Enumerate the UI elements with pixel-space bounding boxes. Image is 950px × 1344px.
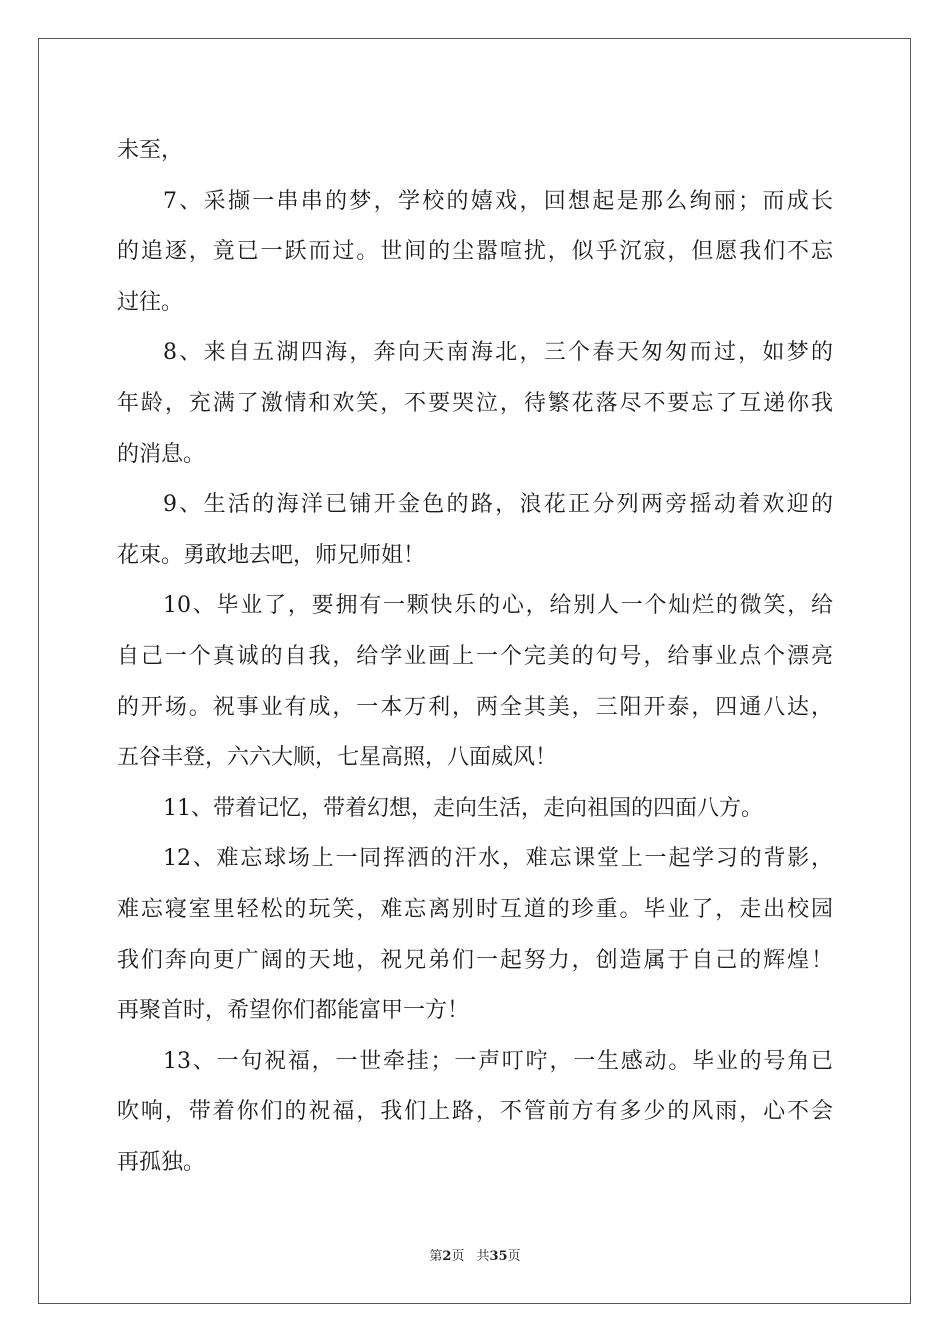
text-line: 吹响，带着你们的祝福，我们上路，不管前方有多少的风雨，心不会 [117, 1099, 833, 1125]
text-line: 10、毕业了，要拥有一颗快乐的心，给别人一个灿烂的微笑，给 [163, 593, 833, 619]
text-line: 的追逐，竟已一跃而过。世间的尘嚣喧扰，似乎沉寂，但愿我们不忘 [117, 239, 833, 265]
text-line: 12、难忘球场上一同挥洒的汗水，难忘课堂上一起学习的背影， [163, 846, 833, 872]
text-line: 9、生活的海洋已铺开金色的路，浪花正分列两旁摇动着欢迎的 [163, 492, 833, 518]
text-line: 自己一个真诚的自我，给学业画上一个完美的句号，给事业点个漂亮 [117, 643, 833, 669]
text-line: 8、来自五湖四海，奔向天南海北，三个春天匆匆而过，如梦的 [163, 340, 833, 366]
page-footer [0, 1245, 950, 1264]
text-line: 难忘寝室里轻松的玩笑，难忘离别时互道的珍重。毕业了，走出校园 [117, 896, 833, 922]
total-pages: 35 [489, 1249, 508, 1264]
total-suffix: 页 [507, 1249, 521, 1264]
text-line: 花束。勇敢地去吧，师兄师姐！ [117, 542, 426, 568]
text-line: 年龄，充满了激情和欢笑，不要哭泣，待繁花落尽不要忘了互递你我 [117, 390, 833, 416]
page-number: 2 [442, 1249, 452, 1264]
total-prefix: 共 [476, 1249, 490, 1264]
text-line: 再孤独。 [117, 1149, 206, 1175]
text-line: 的消息。 [117, 441, 206, 467]
page-prefix: 第 [429, 1249, 443, 1264]
text-line: 的开场。祝事业有成，一本万利，两全其美，三阳开泰，四通八达， [117, 694, 833, 720]
text-line: 未至， [117, 138, 184, 163]
text-line: 我们奔向更广阔的天地，祝兄弟们一起努力，创造属于自己的辉煌！ [117, 947, 833, 973]
document-body [117, 126, 833, 1188]
page-suffix: 页 [451, 1249, 465, 1264]
text-line: 11、带着记忆，带着幻想，走向生活，走向祖国的四面八方。 [163, 795, 763, 821]
text-line: 7、采撷一串串的梦，学校的嬉戏，回想起是那么绚丽；而成长 [163, 188, 833, 214]
text-line: 13、一句祝福，一世牵挂；一声叮咛，一生感动。毕业的号角已 [163, 1048, 833, 1074]
text-line: 五谷丰登，六六大顺，七星高照，八面威风！ [117, 745, 558, 771]
text-line: 再聚首时，希望你们都能富甲一方！ [117, 998, 470, 1024]
text-line: 过往。 [117, 289, 184, 315]
